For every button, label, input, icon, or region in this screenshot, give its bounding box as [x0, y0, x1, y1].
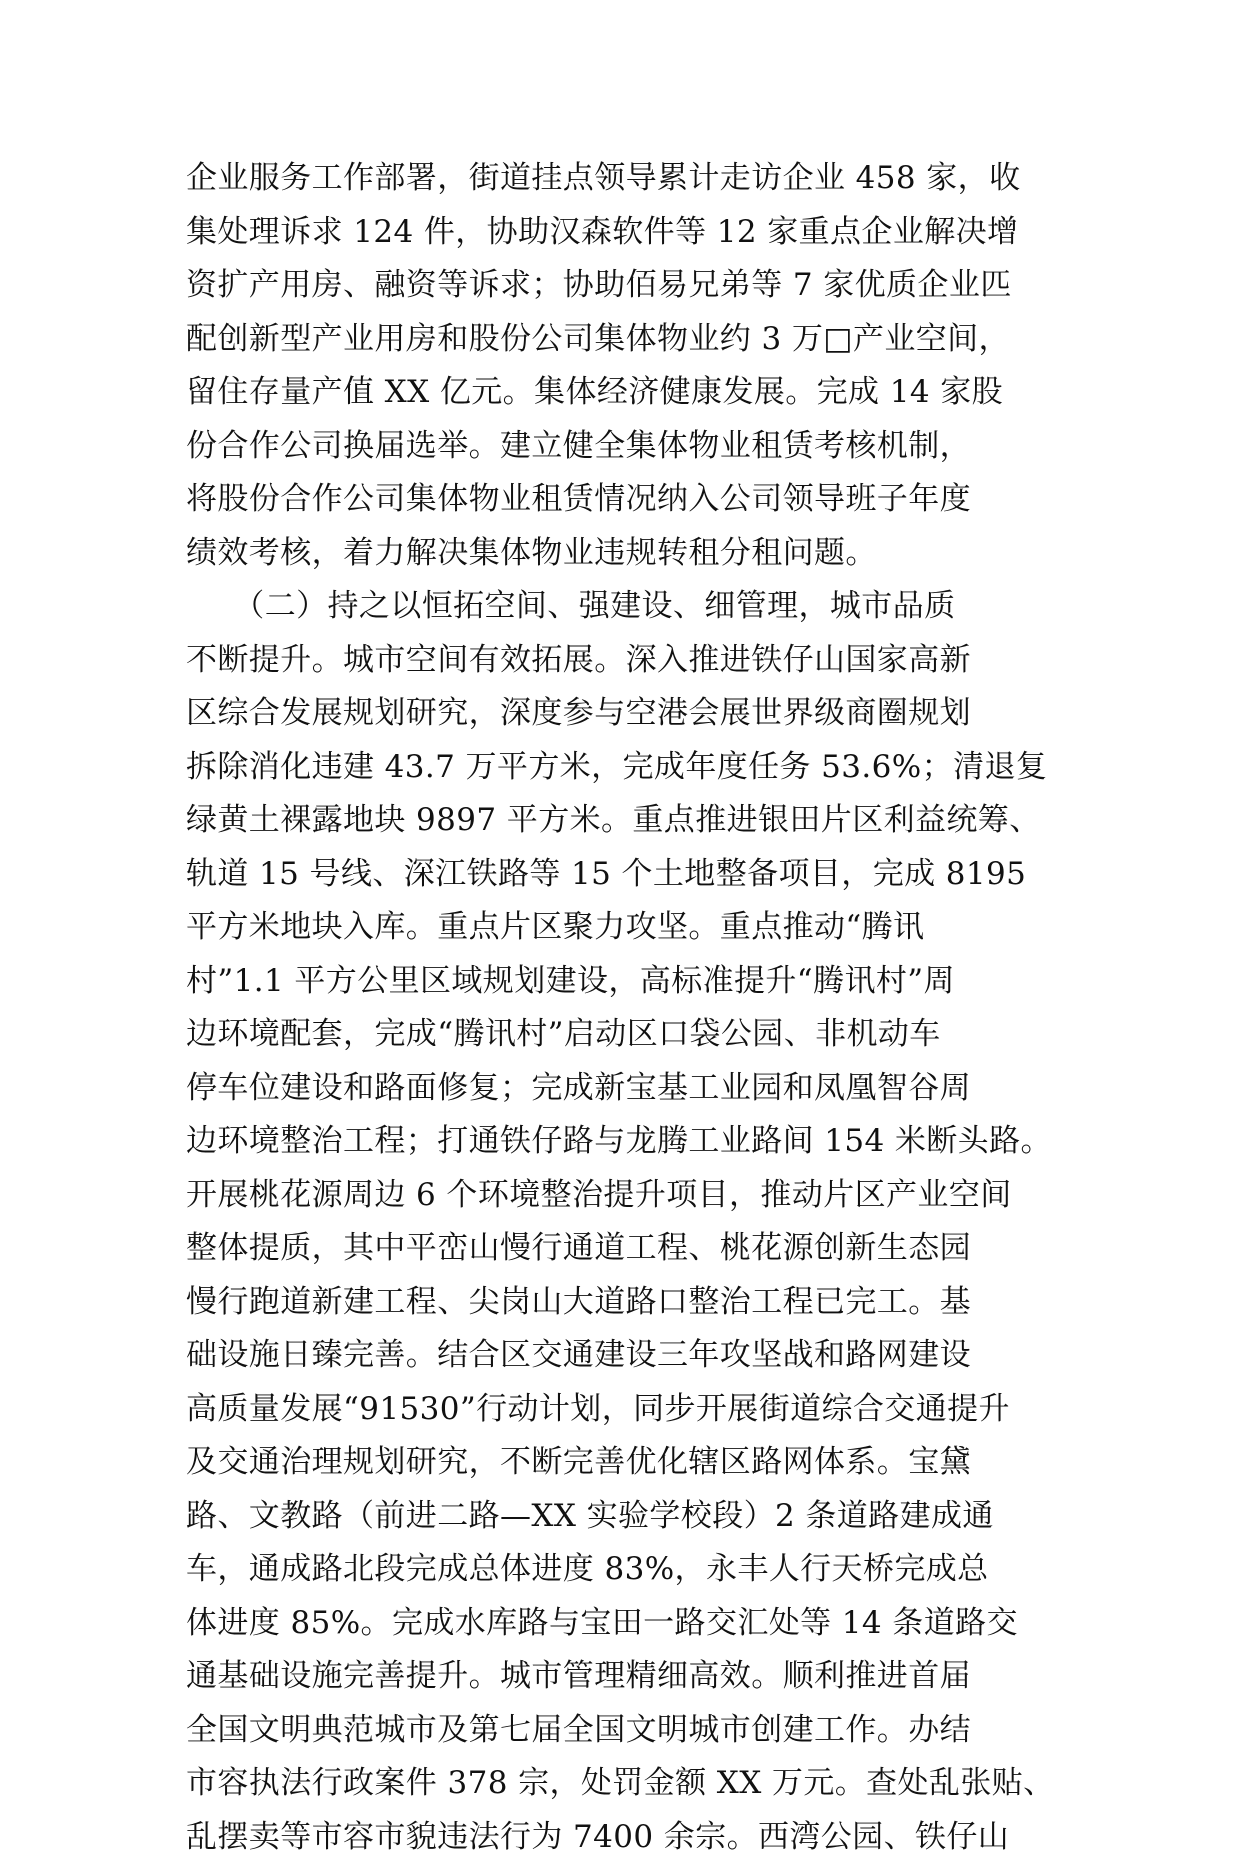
text-line: 乱摆卖等市容市貌违法行为 7400 余宗。西湾公园、铁仔山 — [186, 1811, 1240, 1864]
text-line: 车，通成路北段完成总体进度 83%，永丰人行天桥完成总 — [186, 1543, 1240, 1597]
text-line: 停车位建设和路面修复；完成新宝基工业园和凤凰智谷周 — [186, 1062, 1240, 1116]
text-line: 绿黄土裸露地块 9897 平方米。重点推进银田片区利益统筹、 — [186, 794, 1240, 848]
text-line: 将股份合作公司集体物业租赁情况纳入公司领导班子年度 — [186, 473, 1240, 527]
text-line: 开展桃花源周边 6 个环境整治提升项目，推动片区产业空间 — [186, 1169, 1240, 1223]
text-line: 边环境整治工程；打通铁仔路与龙腾工业路间 154 米断头路。 — [186, 1115, 1240, 1169]
text-line: 整体提质，其中平峦山慢行通道工程、桃花源创新生态园 — [186, 1222, 1240, 1276]
text-line: 村”1.1 平方公里区域规划建设，高标准提升“腾讯村”周 — [186, 955, 1240, 1009]
text-line: 慢行跑道新建工程、尖岗山大道路口整治工程已完工。基 — [186, 1276, 1240, 1330]
text-line: 拆除消化违建 43.7 万平方米，完成年度任务 53.6%；清退复 — [186, 741, 1240, 795]
text-line: 及交通治理规划研究，不断完善优化辖区路网体系。宝黛 — [186, 1436, 1240, 1490]
text-line: 市容执法行政案件 378 宗，处罚金额 XX 万元。查处乱张贴、 — [186, 1757, 1240, 1811]
text-line: 区综合发展规划研究，深度参与空港会展世界级商圈规划 — [186, 687, 1240, 741]
text-line: 通基础设施完善提升。城市管理精细高效。顺利推进首届 — [186, 1650, 1240, 1704]
text-line: 体进度 85%。完成水库路与宝田一路交汇处等 14 条道路交 — [186, 1597, 1240, 1651]
text-line: 集处理诉求 124 件，协助汉森软件等 12 家重点企业解决增 — [186, 206, 1240, 260]
text-line: 资扩产用房、融资等诉求；协助佰易兄弟等 7 家优质企业匹 — [186, 259, 1240, 313]
text-line: 不断提升。城市空间有效拓展。深入推进铁仔山国家高新 — [186, 634, 1240, 688]
text-line: 边环境配套，完成“腾讯村”启动区口袋公园、非机动车 — [186, 1008, 1240, 1062]
text-line: 绩效考核，着力解决集体物业违规转租分租问题。 — [186, 527, 1240, 581]
text-line: 份合作公司换届选举。建立健全集体物业租赁考核机制， — [186, 420, 1240, 474]
text-line: 全国文明典范城市及第七届全国文明城市创建工作。办结 — [186, 1704, 1240, 1758]
text-line: 高质量发展“91530”行动计划，同步开展街道综合交通提升 — [186, 1383, 1240, 1437]
text-line: 平方米地块入库。重点片区聚力攻坚。重点推动“腾讯 — [186, 901, 1240, 955]
text-line: 路、文教路（前进二路—XX 实验学校段）2 条道路建成通 — [186, 1490, 1240, 1544]
body-text — [186, 152, 1240, 1864]
text-line: 企业服务工作部署，街道挂点领导累计走访企业 458 家，收 — [186, 152, 1240, 206]
text-line: 轨道 15 号线、深江铁路等 15 个土地整备项目，完成 8195 — [186, 848, 1240, 902]
text-line: 留住存量产值 XX 亿元。集体经济健康发展。完成 14 家股 — [186, 366, 1240, 420]
section-heading-line: （二）持之以恒拓空间、强建设、细管理，城市品质 — [186, 580, 1240, 634]
text-line: 础设施日臻完善。结合区交通建设三年攻坚战和路网建设 — [186, 1329, 1240, 1383]
text-line: 配创新型产业用房和股份公司集体物业约 3 万□产业空间， — [186, 313, 1240, 367]
